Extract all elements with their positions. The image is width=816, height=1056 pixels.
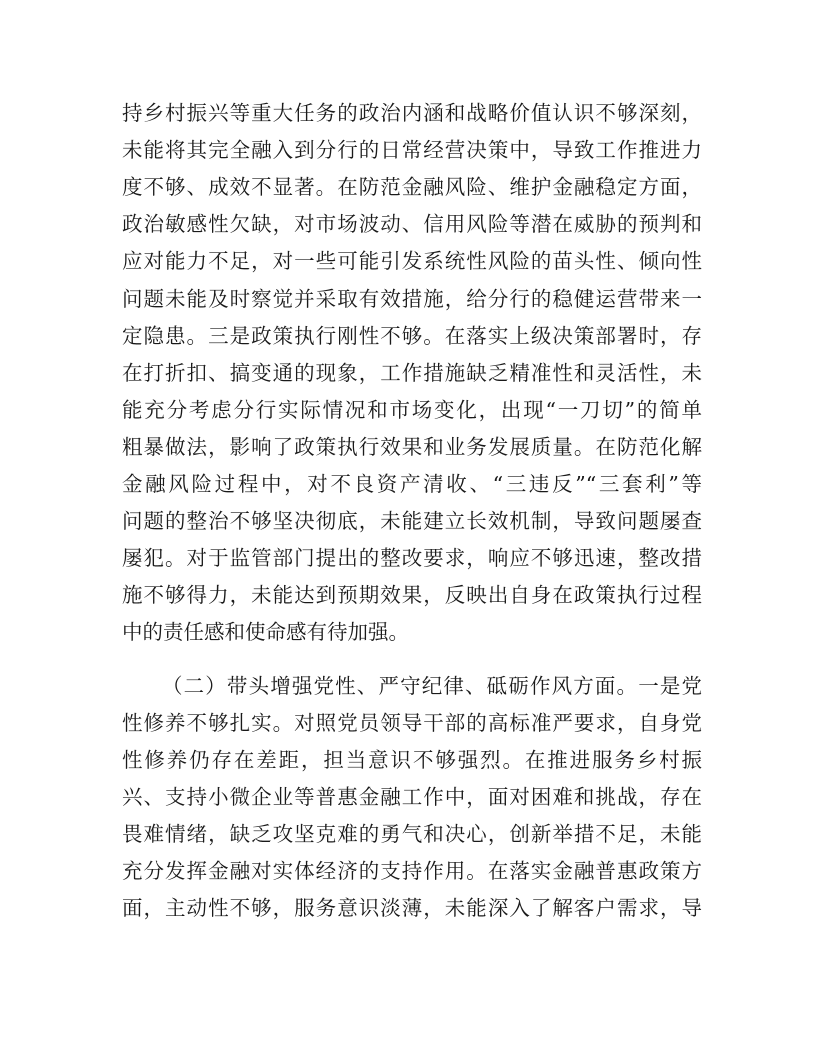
text-line: 性修养不够扎实。对照党员领导干部的高标准严要求，自身党 xyxy=(122,711,702,735)
text-line: 问题未能及时察觉并采取有效措施，给分行的稳健运营带来一 xyxy=(122,287,702,311)
text-line: 定隐患。三是政策执行刚性不够。在落实上级决策部署时，存 xyxy=(122,324,702,348)
text-line: 充分发挥金融对实体经济的支持作用。在落实金融普惠政策方 xyxy=(122,859,702,883)
text-line: 施不够得力，未能达到预期效果，反映出自身在政策执行过程 xyxy=(122,583,702,607)
text-line: 金融风险过程中，对不良资产清收、“三违反”“三套利”等 xyxy=(122,472,702,496)
text-line: 屡犯。对于监管部门提出的整改要求，响应不够迅速，整改措 xyxy=(122,546,702,570)
text-line: （二）带头增强党性、严守纪律、砥砺作风方面。一是党 xyxy=(162,674,702,698)
text-line: 持乡村振兴等重大任务的政治内涵和战略价值认识不够深刻， xyxy=(122,101,702,125)
text-line: 性修养仍存在差距，担当意识不够强烈。在推进服务乡村振 xyxy=(122,748,702,772)
text-line: 在打折扣、搞变通的现象，工作措施缺乏精准性和灵活性，未 xyxy=(122,361,702,385)
text-line: 中的责任感和使命感有待加强。 xyxy=(122,620,409,644)
text-line: 能充分考虑分行实际情况和市场变化，出现“一刀切”的简单 xyxy=(122,398,702,422)
text-line: 畏难情绪，缺乏攻坚克难的勇气和决心，创新举措不足，未能 xyxy=(122,822,702,846)
text-line: 未能将其完全融入到分行的日常经营决策中，导致工作推进力 xyxy=(122,138,702,162)
text-line: 应对能力不足，对一些可能引发系统性风险的苗头性、倾向性 xyxy=(122,249,702,273)
text-line: 政治敏感性欠缺，对市场波动、信用风险等潜在威胁的预判和 xyxy=(122,212,702,236)
text-line: 度不够、成效不显著。在防范金融风险、维护金融稳定方面， xyxy=(122,175,702,199)
text-line: 粗暴做法，影响了政策执行效果和业务发展质量。在防范化解 xyxy=(122,435,702,459)
text-line: 兴、支持小微企业等普惠金融工作中，面对困难和挑战，存在 xyxy=(122,785,702,809)
text-line: 面，主动性不够，服务意识淡薄，未能深入了解客户需求，导 xyxy=(122,896,702,920)
text-line: 问题的整治不够坚决彻底，未能建立长效机制，导致问题屡查 xyxy=(122,509,702,533)
